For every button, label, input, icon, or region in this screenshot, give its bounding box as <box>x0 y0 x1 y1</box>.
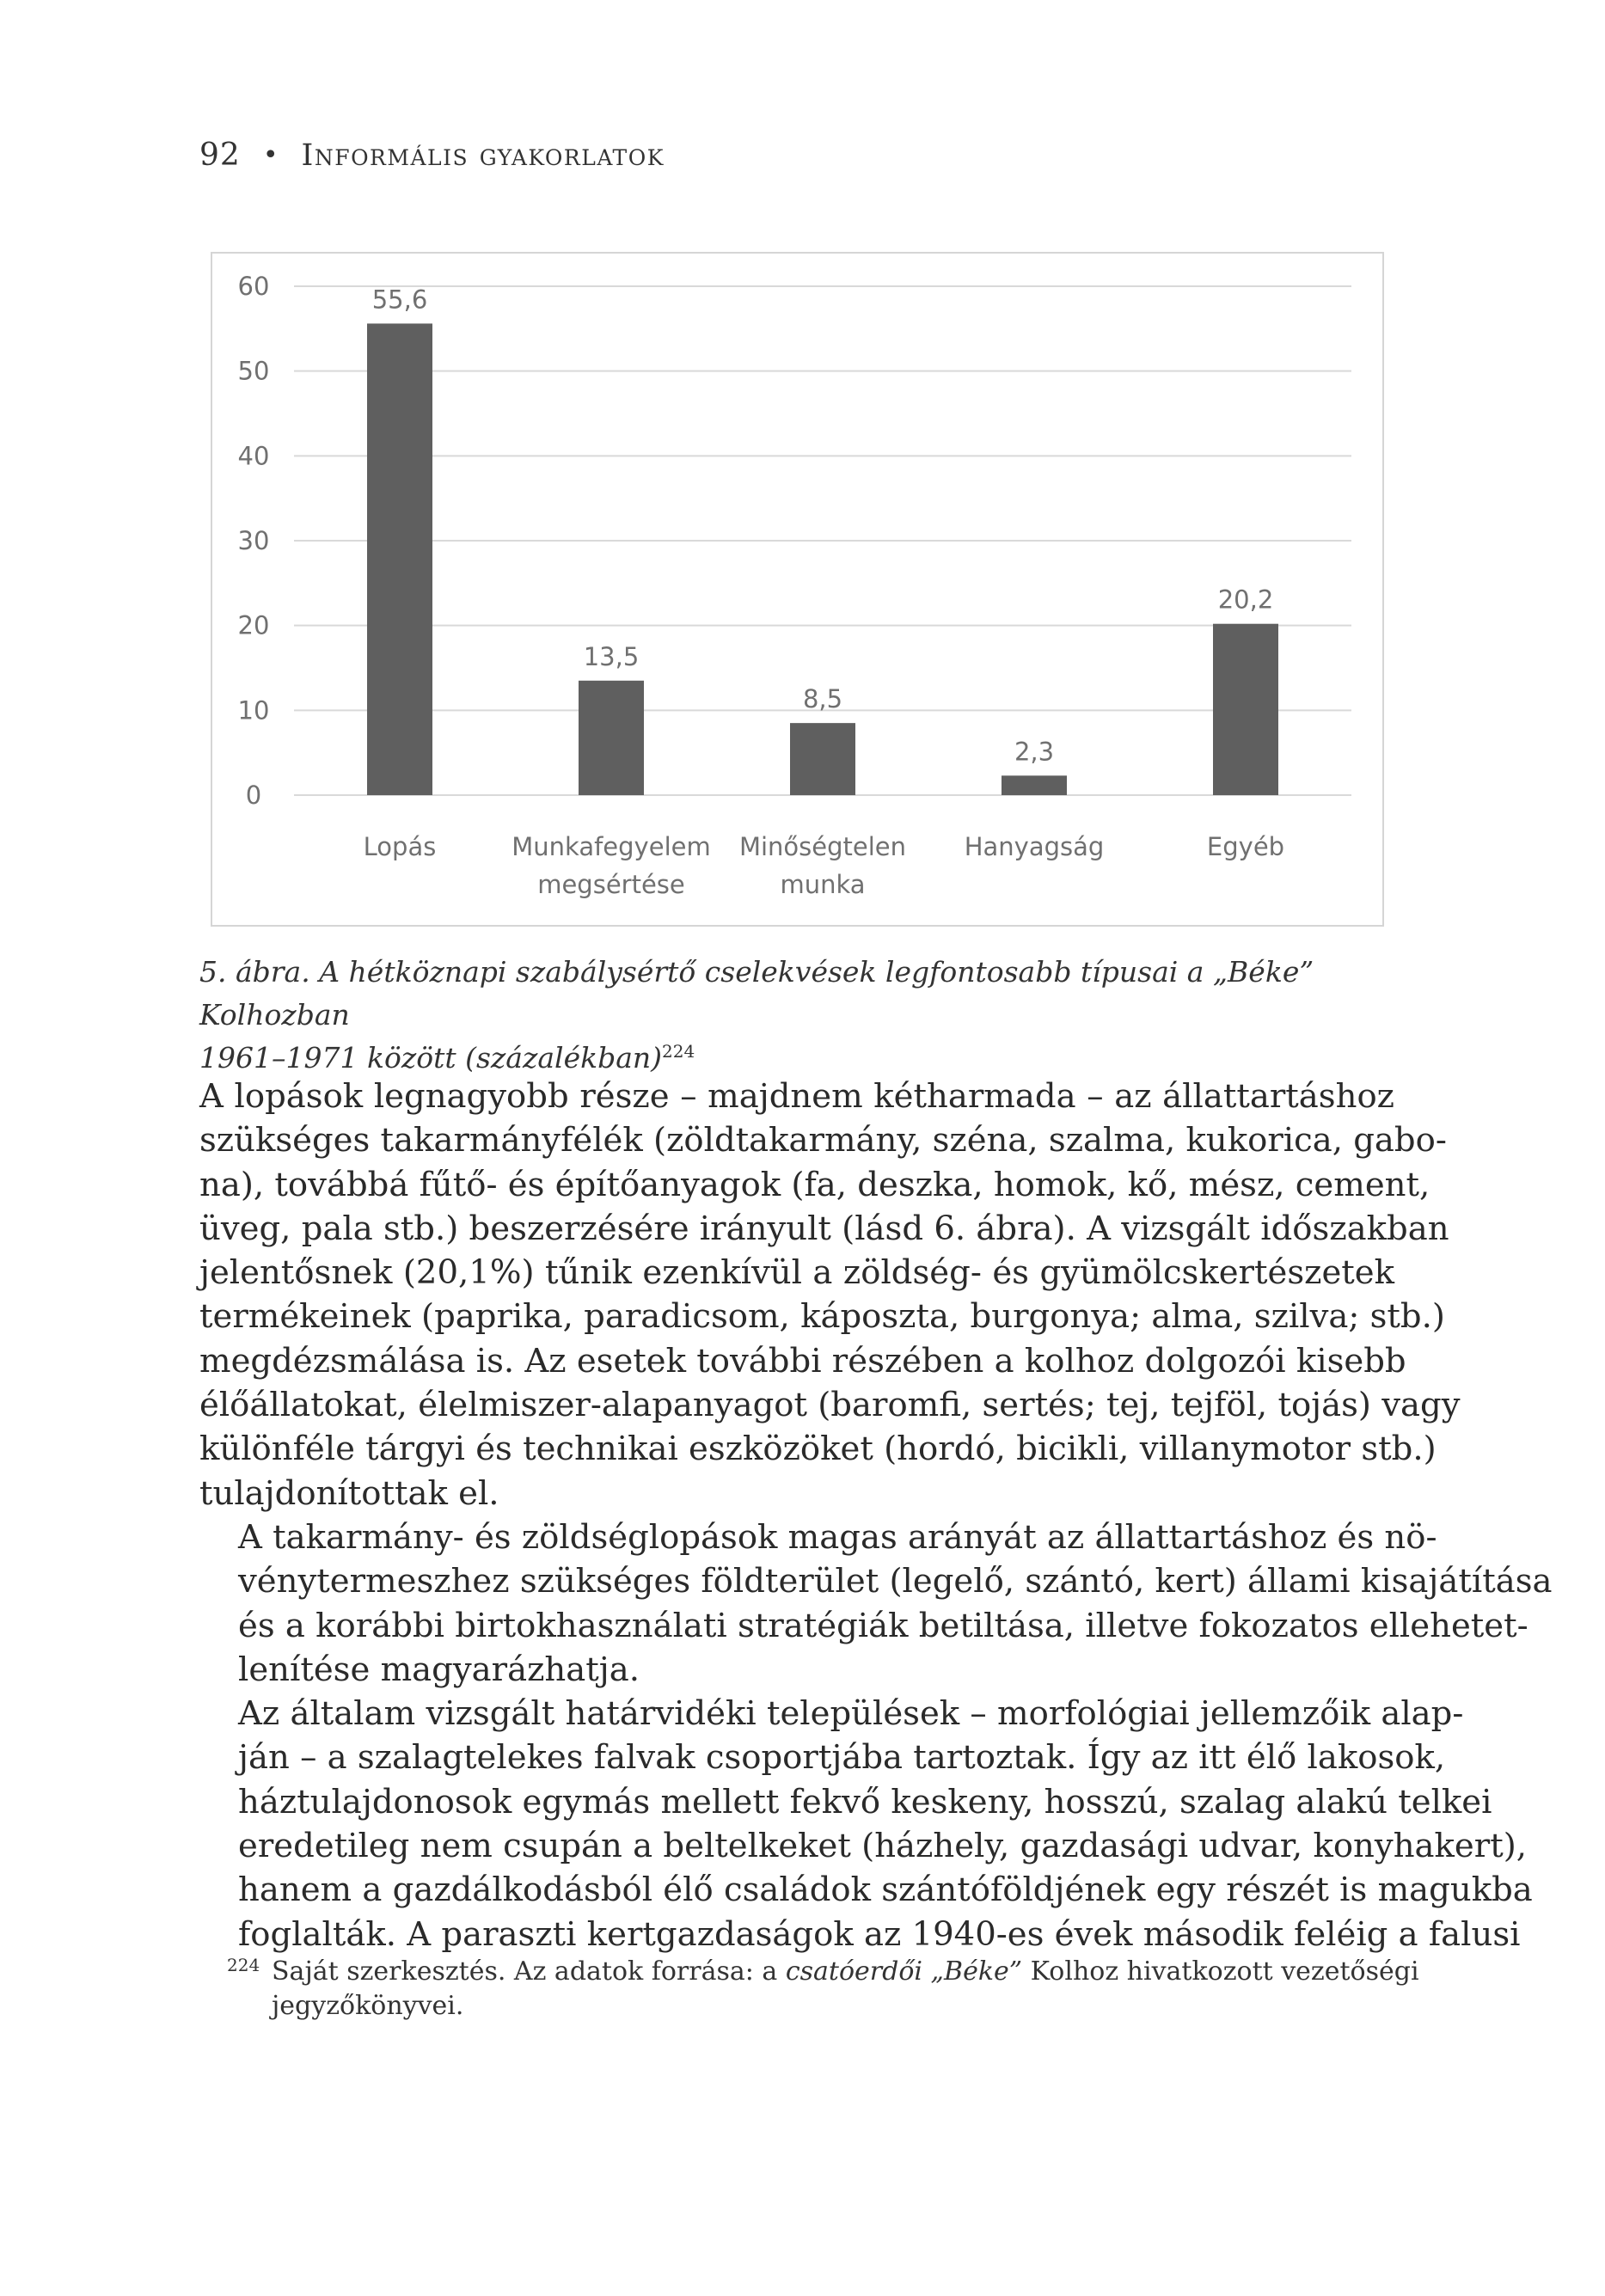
bar <box>367 323 432 795</box>
bar <box>1213 624 1278 795</box>
text-line: hanem a gazdálkodásból élő családok szántóföldjének egy részét is magukba <box>238 1870 1533 1910</box>
bar-chart <box>211 252 1384 927</box>
paragraph-1 <box>199 1075 1461 1515</box>
caption-label: 5. ábra. <box>199 955 310 989</box>
caption-footnote-ref: 224 <box>662 1041 695 1062</box>
text-line: ján – a szalagtelekes falvak csoportjába tartoztak. Így az itt élő lakosok, <box>238 1738 1446 1778</box>
footnote <box>227 1955 1419 2024</box>
y-tick-label: 60 <box>237 272 270 301</box>
footnote-body <box>272 1955 1419 2024</box>
category-label: Egyéb <box>1206 832 1285 861</box>
footnote-text-after: Kolhoz hivatkozott vezetőségi <box>1022 1956 1419 1987</box>
text-line: üveg, pala stb.) beszerzésére irányult (lásd 6. ábra). A vizsgált időszakban <box>199 1209 1449 1248</box>
text-line: háztulajdonosok egymás mellett fekvő keskeny, hosszú, szalag alakú telkei <box>238 1782 1492 1821</box>
data-label: 2,3 <box>1014 737 1055 767</box>
text-line: megdézsmálása is. Az esetek további részében a kolhoz dolgozói kisebb <box>199 1341 1406 1381</box>
text-line: termékeinek (paprika, paradicsom, káposzta, burgonya; alma, szilva; stb.) <box>199 1297 1445 1337</box>
data-label: 20,2 <box>1217 585 1274 615</box>
category-label: Minőségtelen <box>738 832 907 861</box>
paragraph-2 <box>199 1515 1553 1692</box>
y-tick-label: 40 <box>237 441 270 471</box>
figure-caption <box>199 951 1394 1080</box>
category-label: Munkafegyelem <box>512 832 711 861</box>
text-line: Az általam vizsgált határvidéki települések – morfológiai jellemzőik alap- <box>238 1694 1464 1734</box>
paragraph-3 <box>199 1692 1533 1956</box>
data-label: 13,5 <box>583 641 640 671</box>
footnote-line-2: jegyzőkönyvei. <box>272 1991 464 2021</box>
text-line: A lopások legnagyobb része – majdnem kétharmada – az állattartáshoz <box>199 1077 1394 1116</box>
y-tick-label: 10 <box>237 695 270 726</box>
text-line: különféle tárgyi és technikai eszközöket (hordó, bicikli, villanymotor stb.) <box>199 1430 1437 1469</box>
footnote-line-1 <box>272 1955 1419 1989</box>
text-line: tulajdonítottak el. <box>199 1473 499 1513</box>
caption-text-2: 1961–1971 között (százalékban) <box>199 1041 663 1075</box>
text-line: jelentősnek (20,1%) tűnik ezenkívül a zöldség- és gyümölcskertészetek <box>199 1253 1394 1293</box>
page-number: 92 <box>199 138 241 173</box>
caption-text: A hétköznapi szabálysértő cselekvések legfontosabb típusai a „Béke” Kolhozban <box>199 955 1314 1032</box>
bar <box>1002 775 1067 795</box>
bullet-separator: • <box>262 140 279 170</box>
running-title: Informális gyakorlatok <box>301 138 665 173</box>
text-line: lenítése magyarázhatja. <box>238 1650 640 1689</box>
data-label: 8,5 <box>802 684 843 714</box>
bar <box>579 681 644 795</box>
bar-chart-svg <box>212 254 1386 928</box>
bar <box>790 723 855 795</box>
category-label: Hanyagság <box>964 832 1105 861</box>
data-label: 55,6 <box>371 285 428 315</box>
category-label: munka <box>780 870 866 899</box>
category-label: Lopás <box>363 832 437 861</box>
footnote-italic-place: csatóerdői „Béke” <box>785 1956 1023 1987</box>
running-head <box>199 138 665 173</box>
text-line: élőállatokat, élelmiszer-alapanyagot (baromfi, sertés; tej, tejföl, tojás) vagy <box>199 1386 1461 1425</box>
text-line: szükséges takarmányfélék (zöldtakarmány, széna, szalma, kukorica, gabo- <box>199 1121 1447 1160</box>
footnote-text-before: Saját szerkesztés. Az adatok forrása: a <box>272 1956 786 1987</box>
y-tick-label: 30 <box>237 526 270 555</box>
body-text <box>199 1075 1553 1956</box>
text-line: eredetileg nem csupán a beltelkeket (házhely, gazdasági udvar, konyhakert), <box>238 1827 1528 1866</box>
text-line: és a korábbi birtokhasználati stratégiák betiltása, illetve fokozatos ellehetet- <box>238 1606 1528 1645</box>
footnote-number: 224 <box>227 1955 260 1975</box>
text-line: vénytermeszhez szükséges földterület (legelő, szántó, kert) állami kisajátítása <box>238 1562 1553 1601</box>
y-tick-label: 50 <box>237 356 270 386</box>
text-line: foglalták. A paraszti kertgazdaságok az 1940-es évek második feléig a falusi <box>238 1914 1521 1954</box>
category-label: megsértése <box>537 870 685 899</box>
text-line: na), továbbá fűtő- és építőanyagok (fa, deszka, homok, kő, mész, cement, <box>199 1165 1430 1204</box>
text-line: A takarmány- és zöldséglopások magas arányát az állattartáshoz és nö- <box>238 1517 1437 1557</box>
y-tick-label: 0 <box>245 781 262 810</box>
y-tick-label: 20 <box>237 610 270 640</box>
